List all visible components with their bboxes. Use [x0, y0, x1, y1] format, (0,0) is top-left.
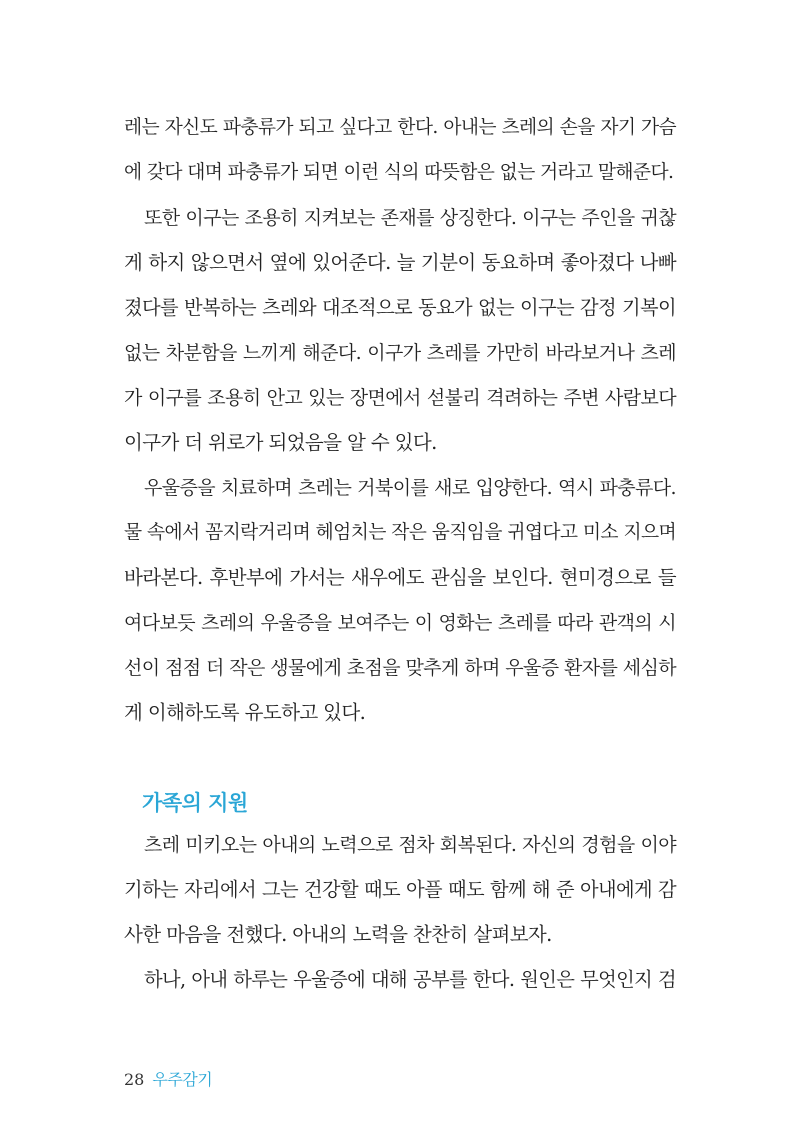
- body-line: 이구가 더 위로가 되었음을 알 수 있다.: [124, 431, 437, 454]
- body-line: 레는 자신도 파충류가 되고 싶다고 한다. 아내는 츠레의 손을 자기 가슴: [124, 117, 676, 138]
- section-line: 츠레 미키오는 아내의 노력으로 점차 회복된다. 자신의 경험을 이야: [144, 834, 676, 856]
- body-line: 없는 차분함을 느끼게 해준다. 이구가 츠레를 가만히 바라보거나 츠레: [124, 342, 676, 364]
- section-line: 기하는 자리에서 그는 건강할 때도 아플 때도 함께 해 준 아내에게 감: [124, 878, 676, 901]
- body-line: 또한 이구는 조용히 지켜보는 존재를 상징한다. 이구는 주인을 귀찮: [144, 207, 676, 229]
- body-line: 우울증을 치료하며 츠레는 거북이를 새로 입양한다. 역시 파충류다.: [144, 477, 676, 499]
- page-number: 28: [124, 1070, 145, 1089]
- body-line: 게 하지 않으면서 옆에 있어준다. 늘 기분이 동요하며 좋아졌다 나빠: [124, 251, 676, 274]
- body-line: 선이 점점 더 작은 생물에게 초점을 맞추게 하며 우울증 환자를 세심하: [124, 657, 676, 679]
- body-line: 가 이구를 조용히 안고 있는 장면에서 섣불리 격려하는 주변 사람보다: [124, 387, 676, 409]
- section-line: 하나, 아내 하루는 우울증에 대해 공부를 한다. 원인은 무엇인지 검: [144, 968, 676, 991]
- body-line: 에 갖다 대며 파충류가 되면 이런 식의 따뜻함은 없는 거라고 말해준다.: [124, 162, 674, 183]
- body-line: 여다보듯 츠레의 우울증을 보여주는 이 영화는 츠레를 따라 관객의 시: [124, 612, 676, 634]
- body-line: 바라본다. 후반부에 가서는 새우에도 관심을 보인다. 현미경으로 들: [124, 566, 676, 589]
- body-line: 물 속에서 꼼지락거리며 헤엄치는 작은 움직임을 귀엽다고 미소 지으며: [124, 522, 676, 543]
- section-heading: 가족의 지원: [142, 791, 248, 815]
- section-line: 사한 마음을 전했다. 아내의 노력을 찬찬히 살펴보자.: [124, 923, 552, 946]
- book-title: 우주감기: [152, 1070, 213, 1089]
- page-footer: [124, 1068, 212, 1092]
- body-line: 졌다를 반복하는 츠레와 대조적으로 동요가 없는 이구는 감정 기복이: [124, 296, 676, 319]
- body-line: 게 이해하도록 유도하고 있다.: [124, 701, 366, 724]
